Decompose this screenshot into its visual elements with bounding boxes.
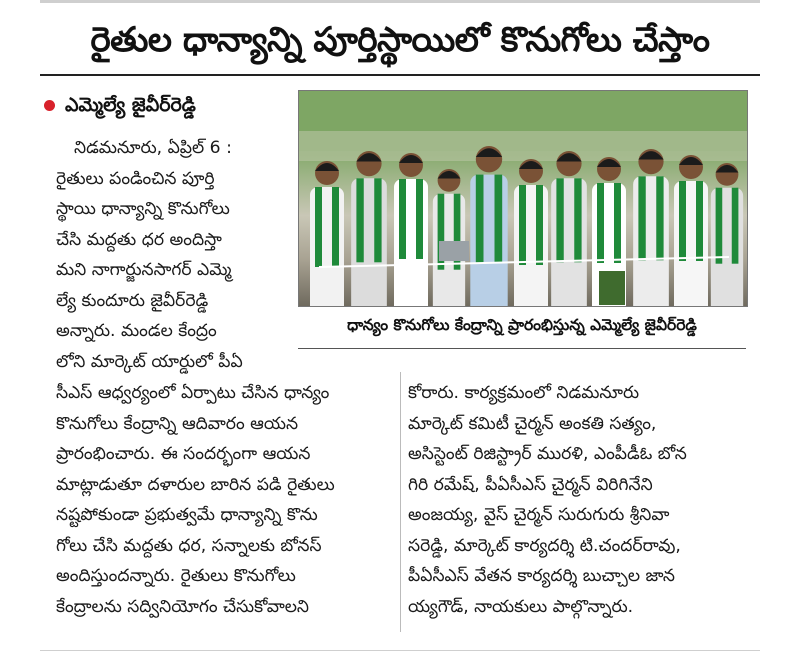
person	[394, 153, 428, 306]
headline: రైతుల ధాన్యాన్ని పూర్తిస్థాయిలో కొనుగోలు చేస్తాం	[90, 20, 710, 60]
headline-rule	[40, 74, 760, 76]
article-line: అన్నారు. మండల కేంద్రం	[56, 321, 217, 341]
photo-illustration	[299, 91, 747, 306]
byline	[44, 92, 196, 118]
article-line: రైతులు పండించిన పూర్తి	[56, 168, 215, 189]
bottom-rule	[40, 650, 760, 651]
photo-caption: ధాన్యం కొనుగోలు కేంద్రాన్ని ప్రారంభిస్తున్న ఎమ్మెల్యే జైవీర్‌రెడ్డి	[347, 316, 697, 334]
weighing-scale	[439, 241, 469, 261]
article-column-a	[56, 133, 290, 377]
article-line: గిరి రమేష్, పీఏసీఎస్ చైర్మన్ విరిగినేని	[408, 474, 653, 495]
article-line: కేంద్రాలను సద్వినియోగం చేసుకోవాలని	[56, 596, 309, 617]
person	[351, 151, 387, 306]
article-line: పీఏసీఎస్ వేతన కార్యదర్శి బుచ్చాల జాన	[408, 566, 675, 586]
article-line: స్థాయి ధాన్యాన్ని కొనుగోలు	[56, 199, 230, 219]
crowd	[310, 146, 743, 306]
article-line: నష్టపోకుండా ప్రభుత్వమే ధాన్యాన్ని కొను	[56, 505, 318, 525]
article-line: ల్యే కుందూరు జైవీర్‌రెడ్డి	[56, 290, 209, 311]
article-line: కోరారు. కార్యక్రమంలో నిడమనూరు	[408, 383, 640, 403]
plant-pot	[599, 271, 625, 305]
article-line: మాట్లాడుతూ దళారుల బారిన పడి రైతులు	[56, 474, 335, 495]
byline-text: ఎమ్మెల్యే జైవీర్‌రెడ్డి	[65, 94, 196, 116]
article-line: అసిస్టెంట్ రిజిస్ట్రార్ మురళి, ఎంపీడీఓ బోన	[408, 444, 687, 464]
article-line: నిడమనూరు, ఏప్రిల్ 6 :	[74, 138, 232, 158]
top-rule	[40, 0, 760, 3]
article-line: సరెడ్డి, మార్కెట్ కార్యదర్శి టి.చందర్‌రావు,	[408, 535, 681, 556]
person	[514, 159, 548, 306]
article-line: అంజయ్య, వైస్ చైర్మన్ సురుగురు శ్రీనివా	[408, 505, 670, 525]
person	[674, 155, 708, 306]
news-photo	[298, 90, 748, 307]
article-line: అందిస్తుందన్నారు. రైతులు కొనుగోలు	[56, 566, 296, 586]
article-line: సీఎస్ ఆధ్వర్యంలో ఏర్పాటు చేసిన ధాన్యం	[56, 383, 330, 403]
article-column-c	[408, 378, 748, 622]
article-line: మార్కెట్ కమిటీ చైర్మన్ అంకతి సత్యం,	[408, 413, 657, 434]
person	[310, 161, 344, 306]
article-line: గోలు చేసి మద్దతు ధర, సన్నాలకు బోనస్	[56, 535, 322, 556]
person	[433, 169, 465, 306]
red-bullet-icon	[44, 100, 55, 111]
person	[633, 149, 669, 306]
caption-rule	[298, 348, 746, 349]
article-line: య్యగౌడ్, నాయకులు పాల్గొన్నారు.	[408, 596, 634, 617]
person	[711, 163, 743, 306]
article-line: మని నాగార్జునసాగర్ ఎమ్మె	[56, 260, 232, 280]
person	[470, 146, 507, 306]
column-divider	[400, 372, 401, 632]
person	[551, 151, 587, 306]
article-column-b	[56, 378, 392, 622]
article-line: కొనుగోలు కేంద్రాన్ని ఆదివారం ఆయన	[56, 413, 299, 434]
article-line: చేసి మద్దతు ధర అందిస్తా	[56, 229, 222, 250]
article-line: ప్రారంభించారు. ఈ సందర్భంగా ఆయన	[56, 444, 311, 464]
article-line: లోని మార్కెట్ యార్డులో పీఏ	[56, 351, 243, 372]
